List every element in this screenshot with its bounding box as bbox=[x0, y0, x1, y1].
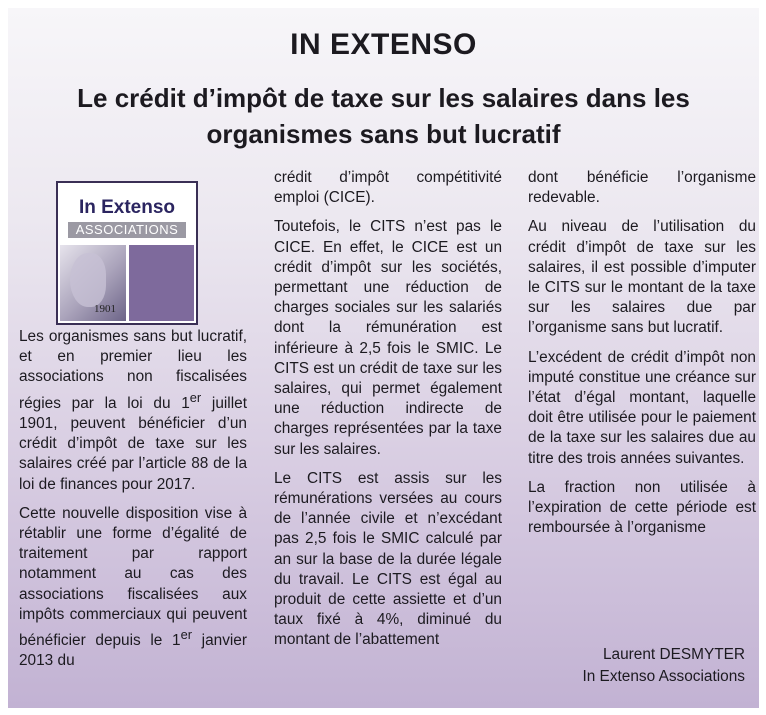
author-name: Laurent DESMYTER bbox=[603, 646, 745, 663]
paragraph: Toutefois, le CITS n’est pas le CICE. En effet, le CICE est un crédit d’impôt sur les sociétés, permettant une réduction de charges sociales sur les salariés dont la rémunération est inférieure à 2,5 fois le SMIC. Le CITS est un crédit de taxe sur les salaires, qui permet également une réduction indirecte de charges représentées par la taxe sur les salaires. bbox=[274, 218, 502, 458]
superscript: er bbox=[189, 389, 202, 405]
logo-year: 1901 bbox=[94, 303, 116, 315]
paragraph bbox=[19, 327, 247, 495]
paragraph: La fraction non utilisée à l’expiration de cette période est remboursée à l’organisme bbox=[528, 478, 756, 537]
masthead: IN EXTENSO bbox=[290, 28, 477, 61]
in-extenso-logo bbox=[56, 181, 198, 325]
logo-purple-square bbox=[129, 245, 194, 321]
paragraph: Au niveau de l’utilisation du crédit d’impôt de taxe sur les salaires, il est possible d’imputer le CITS sur le montant de la taxe sur les salaires due par l’organisme sans but lucratif. bbox=[528, 218, 756, 337]
logo-brand: In Extenso bbox=[78, 197, 176, 218]
article-column-1 bbox=[19, 327, 247, 681]
paragraph: Le CITS est assis sur les rémunérations versées au cours de l’année civile et n’excédant pas 2,5 fois le SMIC calculé par an sur la base de la durée légale du travail. Le CITS est égal au produit de cette assiette et d’un taux fixé à 4%, diminué du montant de l’abattement bbox=[274, 469, 502, 649]
article-column-3 bbox=[528, 168, 756, 547]
title-line-1: Le crédit d’impôt de taxe sur les salaires dans les bbox=[77, 83, 690, 113]
signature bbox=[582, 644, 745, 688]
article-page bbox=[8, 8, 759, 708]
title-line-2: organismes sans but lucratif bbox=[206, 119, 561, 149]
paragraph-text: Les organismes sans but lucratif, et en premier lieu les associations non fiscalisées régies par la loi du 1 bbox=[19, 328, 247, 412]
paragraph: dont bénéficie l’organisme redevable. bbox=[528, 169, 756, 207]
superscript: er bbox=[180, 626, 192, 642]
paragraph-text: Cette nouvelle disposition vise à rétablir une forme d’égalité de traitement par rapport notamment au cas des associations fiscalisées aux impôts commerciaux qui peuvent bénéficier depuis le 1 bbox=[19, 504, 247, 650]
paragraph-text: juillet 1901, peuvent bénéficier d’un crédit d’impôt de taxe sur les salaires créé par l’article 88 de la loi de finances pour 2017. bbox=[19, 394, 247, 493]
logo-face-shape bbox=[70, 253, 106, 307]
paragraph: L’excédent de crédit d’impôt non imputé constitue une créance sur l’état d’égal montant, laquelle doit être utilisée pour le paiement de la taxe sur les salaires due au titre des trois années suivantes. bbox=[528, 348, 756, 467]
article-title bbox=[28, 80, 739, 152]
paragraph bbox=[19, 504, 247, 672]
author-company: In Extenso Associations bbox=[582, 668, 745, 685]
logo-subtitle: ASSOCIATIONS bbox=[68, 222, 186, 238]
article-column-2 bbox=[274, 168, 502, 660]
logo-portrait-image bbox=[60, 245, 126, 321]
paragraph-text: janvier 2013 du bbox=[19, 632, 247, 670]
paragraph: crédit d’impôt compétitivité emploi (CICE). bbox=[274, 169, 502, 207]
